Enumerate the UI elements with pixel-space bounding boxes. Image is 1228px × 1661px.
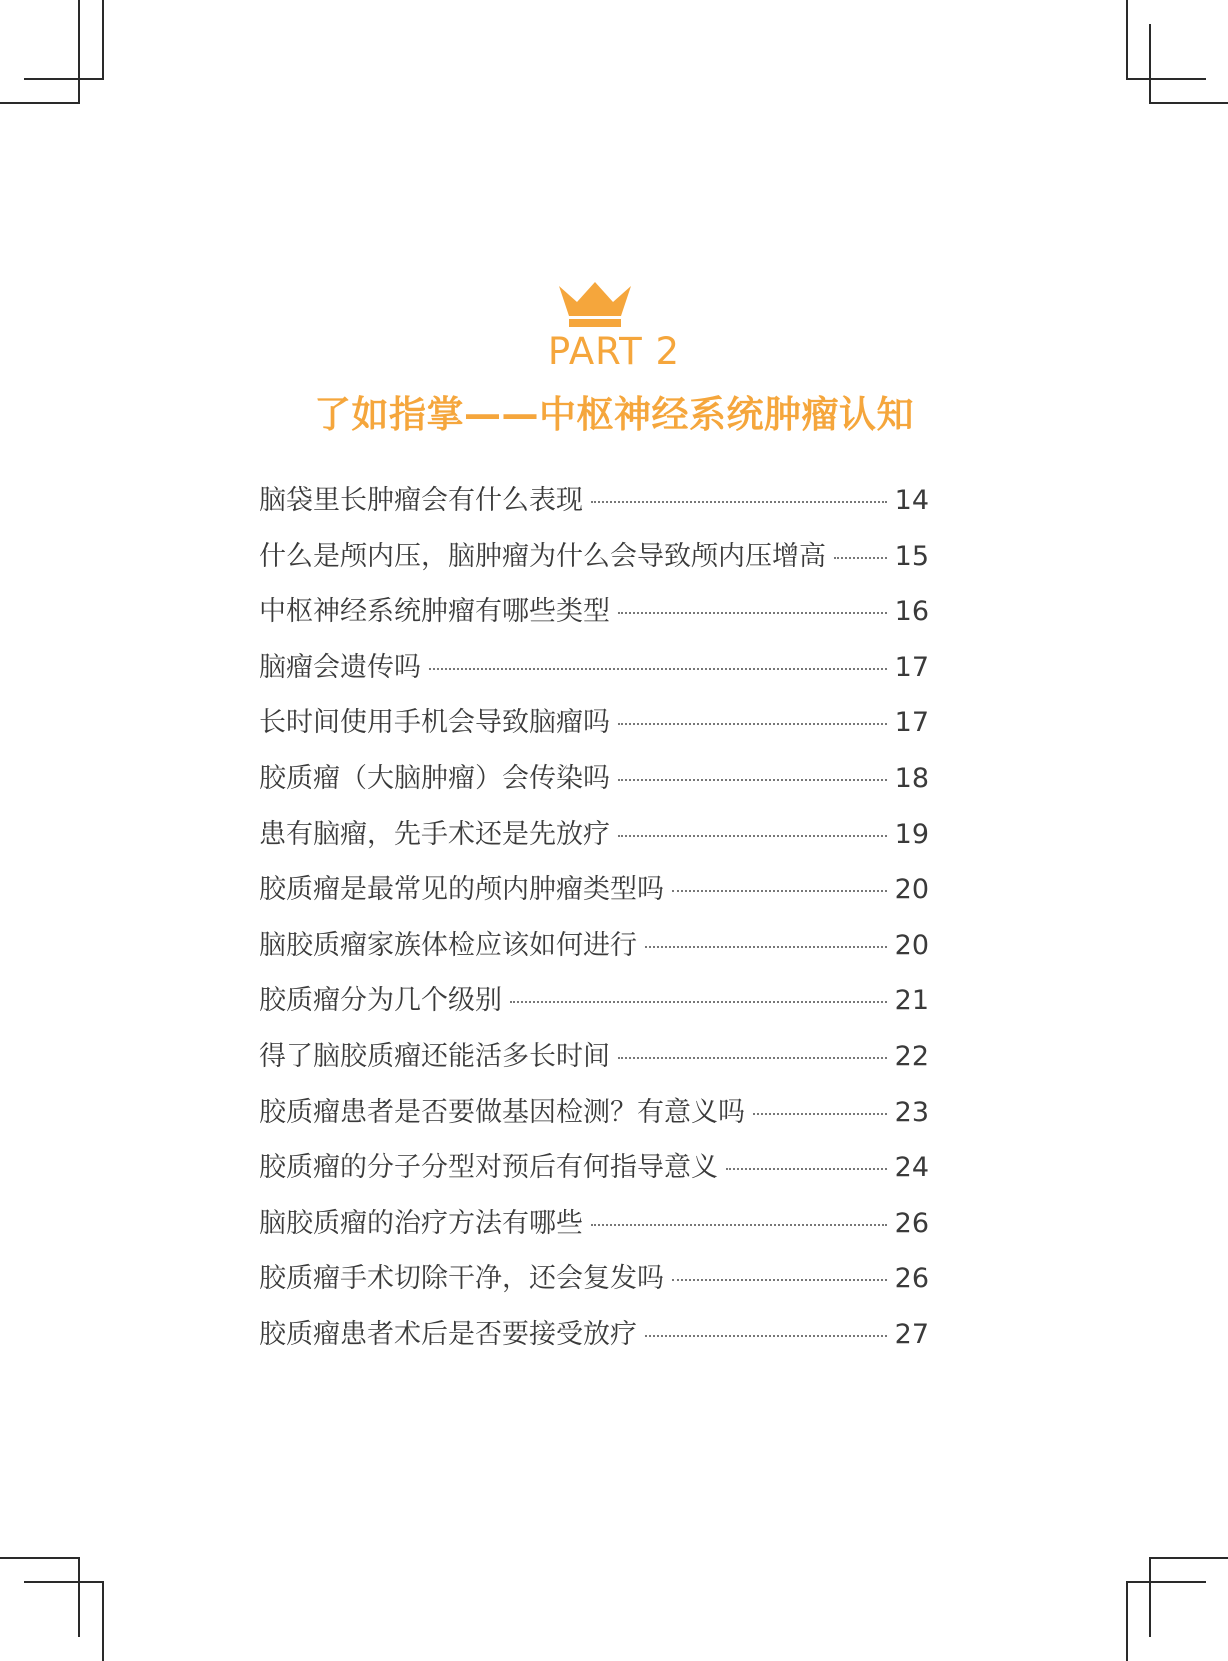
crop-mark	[1149, 1557, 1228, 1559]
toc-entry-page: 15	[894, 540, 929, 572]
crop-mark	[24, 78, 104, 80]
toc-entry-page: 26	[894, 1263, 929, 1295]
crop-mark	[24, 1581, 104, 1583]
toc-entry-title: 胶质瘤手术切除干净，还会复发吗	[259, 1263, 664, 1295]
part-label: PART 2	[547, 330, 681, 373]
toc-entry-title: 脑胶质瘤的治疗方法有哪些	[259, 1207, 583, 1239]
dot-leader	[618, 779, 887, 781]
toc-entry-title: 脑袋里长肿瘤会有什么表现	[259, 485, 583, 516]
toc-entry-title: 胶质瘤分为几个级别	[259, 985, 502, 1017]
toc-entry-title: 什么是颅内压，脑肿瘤为什么会导致颅内压增高	[259, 540, 826, 572]
toc-entry-page: 14	[894, 485, 929, 516]
crop-mark	[78, 0, 80, 104]
toc-entry[interactable]	[259, 1034, 929, 1090]
crop-mark	[1126, 78, 1206, 80]
dot-leader	[672, 1279, 887, 1281]
toc-entry[interactable]	[259, 1145, 929, 1201]
toc-entry[interactable]	[259, 1090, 929, 1146]
toc-entry[interactable]	[259, 645, 929, 701]
crop-mark	[1149, 102, 1228, 104]
crown-icon	[555, 280, 635, 330]
toc-entry-page: 16	[894, 596, 929, 628]
toc-entry-title: 患有脑瘤，先手术还是先放疗	[259, 818, 610, 850]
toc-entry-title: 胶质瘤是最常见的颅内肿瘤类型吗	[259, 874, 664, 906]
toc-entry-page: 18	[894, 762, 929, 794]
toc-entry-title: 胶质瘤（大脑肿瘤）会传染吗	[259, 762, 610, 794]
dot-leader	[645, 1335, 887, 1337]
crop-mark	[0, 1557, 80, 1559]
toc-entry-page: 17	[894, 651, 929, 683]
toc-entry-page: 17	[894, 707, 929, 739]
toc-entry-page: 21	[894, 985, 929, 1017]
crop-mark	[102, 0, 104, 80]
toc-entry[interactable]	[259, 700, 929, 756]
toc-entry[interactable]	[259, 478, 929, 534]
toc-entry[interactable]	[259, 756, 929, 812]
crop-mark	[1126, 0, 1128, 80]
dot-leader	[618, 835, 887, 837]
dot-leader	[510, 1001, 887, 1003]
toc-entry-page: 20	[894, 874, 929, 906]
toc-entry-title: 胶质瘤患者术后是否要接受放疗	[259, 1318, 637, 1350]
toc-entry[interactable]	[259, 534, 929, 590]
dot-leader	[618, 723, 887, 725]
toc-entry-title: 脑瘤会遗传吗	[259, 651, 421, 683]
crop-mark	[1149, 1557, 1151, 1637]
dot-leader	[726, 1168, 887, 1170]
toc-entry[interactable]	[259, 812, 929, 868]
crop-mark	[1149, 24, 1151, 104]
toc-entry-title: 胶质瘤的分子分型对预后有何指导意义	[259, 1152, 718, 1184]
toc-entry[interactable]	[259, 589, 929, 645]
toc-entry-title: 长时间使用手机会导致脑瘤吗	[259, 707, 610, 739]
chapter-title: 了如指掌——中枢神经系统肿瘤认知	[314, 393, 914, 436]
dot-leader	[591, 1224, 887, 1226]
dot-leader	[753, 1113, 887, 1115]
crop-mark	[102, 1581, 104, 1661]
table-of-contents	[259, 478, 929, 1368]
dot-leader	[618, 1057, 887, 1059]
dot-leader	[672, 890, 887, 892]
crop-mark	[0, 102, 80, 104]
dot-leader	[429, 668, 887, 670]
toc-entry-page: 26	[894, 1207, 929, 1239]
toc-entry-page: 19	[894, 818, 929, 850]
dot-leader	[618, 612, 887, 614]
toc-entry-title: 中枢神经系统肿瘤有哪些类型	[259, 596, 610, 628]
toc-entry-page: 20	[894, 929, 929, 961]
toc-entry-page: 23	[894, 1096, 929, 1128]
toc-entry-title: 胶质瘤患者是否要做基因检测？有意义吗	[259, 1096, 745, 1128]
toc-entry-page: 24	[894, 1152, 929, 1184]
crop-mark	[1126, 1581, 1128, 1661]
toc-entry[interactable]	[259, 1256, 929, 1312]
toc-entry[interactable]	[259, 978, 929, 1034]
crop-mark	[78, 1557, 80, 1637]
dot-leader	[834, 557, 887, 559]
dot-leader	[591, 501, 887, 503]
toc-entry[interactable]	[259, 923, 929, 979]
crop-mark	[1126, 1581, 1206, 1583]
toc-entry[interactable]	[259, 867, 929, 923]
toc-entry-page: 27	[894, 1318, 929, 1350]
toc-entry[interactable]	[259, 1312, 929, 1368]
toc-entry-title: 脑胶质瘤家族体检应该如何进行	[259, 929, 637, 961]
toc-entry-page: 22	[894, 1040, 929, 1072]
dot-leader	[645, 946, 887, 948]
toc-entry[interactable]	[259, 1201, 929, 1257]
toc-entry-title: 得了脑胶质瘤还能活多长时间	[259, 1040, 610, 1072]
